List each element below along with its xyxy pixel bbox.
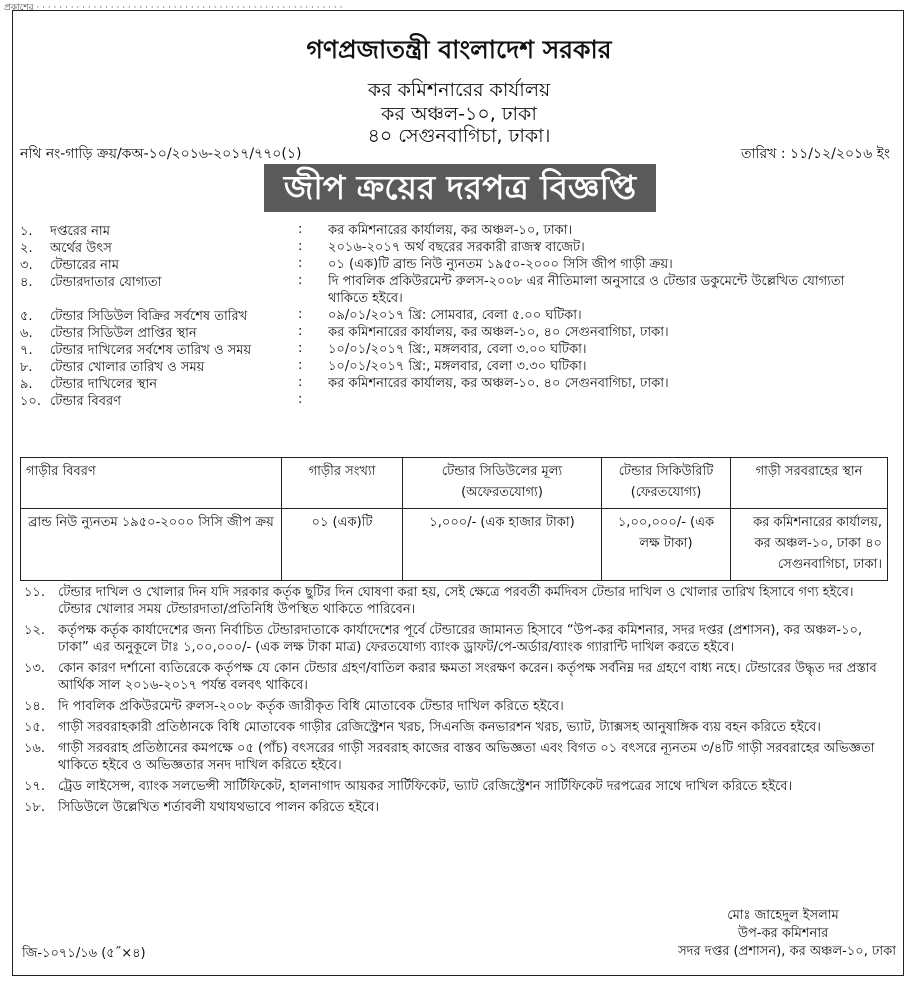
terms-list — [20, 584, 888, 820]
item-value: ১০/০১/২০১৭ খ্রি:, মঙ্গলবার, বেলা ৩.০০ ঘটিকা। — [328, 342, 587, 357]
term-number: ১৪. — [24, 699, 46, 714]
item-colon: : — [298, 358, 303, 373]
item-colon: : — [298, 375, 303, 390]
item-value: ১০/০১/২০১৭ খ্রি:, মঙ্গলবার, বেলা ৩.৩০ ঘটিকা। — [328, 359, 587, 374]
office-name: কর কমিশনারের কার্যালয় — [367, 79, 551, 101]
item-number: ৫. — [20, 309, 33, 324]
item-colon: : — [298, 273, 303, 288]
table-cell: ১,০০,০০০/- (এক লক্ষ টাকা) — [602, 509, 731, 581]
item-key: টেন্ডার দাখিলের সর্বশেষ তারিখ ও সময় — [50, 343, 252, 358]
item-key: টেন্ডার বিবরণ — [50, 394, 121, 409]
notice-date: তারিখ : ১১/১২/২০১৬ ইং — [740, 146, 890, 162]
item-value: ০১ (এক)টি ব্রান্ড নিউ ন্যুনতম ১৯৫০-২০০০ সিসি জীপ গাড়ী ক্রয়। — [328, 257, 673, 272]
term-text: দি পাবলিক প্রকিউরমেন্ট রুলস-২০০৮ কর্তৃক জারীকৃত বিধি মোতাবেক টেন্ডার দাখিল করিতে হইবে। — [58, 699, 564, 714]
item-colon: : — [298, 307, 303, 322]
item-number: ৪. — [20, 275, 33, 290]
item-colon: : — [298, 324, 303, 339]
table-header-cell: গাড়ীর সংখ্যা — [282, 458, 403, 509]
tender-item — [20, 358, 890, 375]
signatory-office: সদর দপ্তর (প্রশাসন), কর অঞ্চল-১০, ঢাকা — [678, 944, 896, 959]
table-header-cell: গাড়ী সরবরাহের স্থান — [731, 458, 888, 509]
table-cell: ব্রান্ড নিউ ন্যুনতম ১৯৫০-২০০০ সিসি জীপ ক্রয় — [21, 509, 282, 581]
tender-item — [20, 375, 890, 392]
signatory-title: উপ-কর কমিশনার — [737, 926, 829, 941]
term-text: ট্রেড লাইসেন্স, ব্যাংক সলভেন্সী সার্টিফিকেট, হালনাগাদ আয়কর সার্টিফিকেট, ভ্যাট রেজিস্ট্রেশন সার্টিফিকেট দরপত্রের সাথে দাখিল করিতে হইবে। — [58, 779, 793, 794]
term-item — [20, 660, 888, 694]
tender-item — [20, 324, 890, 341]
term-item — [20, 740, 888, 774]
term-number: ১২. — [24, 623, 46, 638]
term-number: ১৮. — [24, 800, 46, 815]
tender-item — [20, 256, 890, 273]
item-number: ৭. — [20, 343, 33, 358]
zone-name: কর অঞ্চল-১০, ঢাকা — [381, 103, 537, 125]
item-key: টেন্ডারের নাম — [50, 258, 119, 273]
item-colon: : — [298, 392, 303, 407]
item-number: ১০. — [20, 394, 42, 409]
item-key: টেন্ডার সিডিউল বিক্রির সর্বশেষ তারিখ — [50, 309, 248, 324]
item-value: ২০১৬-২০১৭ অর্থ বছরের সরকারী রাজস্ব বাজেট। — [328, 240, 585, 255]
tender-item — [20, 392, 890, 409]
item-colon: : — [298, 222, 303, 237]
tender-items — [20, 222, 890, 409]
term-item — [20, 799, 888, 816]
term-number: ১৫. — [24, 720, 46, 735]
term-number: ১৬. — [24, 741, 46, 756]
footer-code: জি-১০৭১/১৬ (৫˝×৪) — [22, 946, 146, 961]
table-header-cell: টেন্ডার সিকিউরিটি (ফেরতযোগ্য) — [602, 458, 731, 509]
table-header-cell: গাড়ীর বিবরণ — [21, 458, 282, 509]
table-header-row — [21, 458, 888, 509]
tender-item — [20, 239, 890, 256]
term-number: ১৭. — [24, 779, 46, 794]
term-number: ১৩. — [24, 661, 46, 676]
item-key: টেন্ডার দাখিলের স্থান — [50, 377, 157, 392]
reference-number: নথি নং-গাড়ি ক্রয়/কঅ-১০/২০১৬-২০১৭/৭৭০(১) — [20, 146, 302, 162]
table-row — [21, 509, 888, 581]
office-address: ৪০ সেগুনবাগিচা, ঢাকা। — [367, 125, 551, 147]
item-key: টেন্ডার খোলার তারিখ ও সময় — [50, 360, 205, 375]
item-key: অর্থের উৎস — [50, 241, 112, 256]
tender-item — [20, 341, 890, 358]
government-title: গণপ্রজাতন্ত্রী বাংলাদেশ সরকার — [306, 35, 612, 64]
item-number: ৯. — [20, 377, 33, 392]
term-text: কর্তৃপক্ষ কর্তৃক কার্যাদেশের জন্য নির্বাচিত টেন্ডারদাতাকে কার্যাদেশের পূর্বে টেন্ডারের জামানত হিসাবে “উপ-কর কমিশনার, সদর দপ্তর (প্রশাসন), কর অঞ্চল-১০, ঢাকা” এর অনুকূলে টাঃ ১,০০,০০০/- (এক লক্ষ টাকা মাত্র) ফেরতযোগ্য ব্যাংক ড্রাফট/পে-অর্ডার/ব্যাংক গ্যারান্টি দাখিল করতে হইবে। — [58, 623, 863, 655]
vehicle-table — [20, 457, 888, 581]
top-clipped-strip: প্রকাশের · · · · · · · · · · · · · · · · · · · · · · · · · · · · · · · · · · · · · · · · · · · · · · · · · · · · · · — [4, 3, 343, 10]
term-text: সিডিউলে উল্লেখিত শর্তাবলী যথাযথভাবে পালন করিতে হইবে। — [58, 800, 380, 815]
table-cell: ০১ (এক)টি — [282, 509, 403, 581]
item-number: ২. — [20, 241, 33, 256]
term-text: টেন্ডার দাখিল ও খোলার দিন যদি সরকার কর্তৃক ছুটির দিন ঘোষণা করা হয়, সেই ক্ষেত্রে পরবর্তী কর্মদিবস টেন্ডার দাখিল ও খোলার তারিখ হিসাবে গণ্য হইবে। টেন্ডার খোলার সময় টেন্ডারদাতা/প্রতিনিধি উপস্থিত থাকিতে পারিবেন। — [58, 585, 854, 617]
item-number: ৬. — [20, 326, 33, 341]
item-value: কর কমিশনারের কার্যালয়, কর অঞ্চল-১০, ঢাকা। — [328, 223, 573, 238]
term-item — [20, 698, 888, 715]
notice-banner: জীপ ক্রয়ের দরপত্র বিজ্ঞপ্তি — [264, 164, 656, 212]
term-item — [20, 622, 888, 656]
item-key: টেন্ডার সিডিউল প্রাপ্তির স্থান — [50, 326, 197, 341]
item-number: ৩. — [20, 258, 33, 273]
table-cell: ১,০০০/- (এক হাজার টাকা) — [403, 509, 602, 581]
term-item — [20, 778, 888, 795]
item-key: দপ্তরের নাম — [50, 224, 110, 239]
signature-block — [678, 907, 896, 961]
term-number: ১১. — [24, 585, 46, 600]
term-text: কোন কারণ দর্শানো ব্যতিরেকে কর্তৃপক্ষ যে কোন টেন্ডার গ্রহণ/বাতিল করার ক্ষমতা সংরক্ষণ করেন। কর্তৃপক্ষ সর্বনিম্ন দর গ্রহণে বাধ্য নহে। টেন্ডারের উদ্ধৃত দর প্রস্তাব আর্থিক সাল ২০১৬-২০১৭ পর্যন্ত বলবৎ থাকিবে। — [58, 661, 877, 693]
item-number: ১. — [20, 224, 33, 239]
table-cell: কর কমিশনারের কার্যালয়, কর অঞ্চল-১০, ঢাকা ৪০ সেগুনবাগিচা, ঢাকা। — [731, 509, 888, 581]
table-header-cell: টেন্ডার সিডিউলের মূল্য (অফেরতযোগ্য) — [403, 458, 602, 509]
tender-item — [20, 273, 890, 307]
term-item — [20, 719, 888, 736]
item-value: কর কমিশনারের কার্যালয়, কর অঞ্চল-১০, ৪০ সেগুনবাগিচা, ঢাকা। — [328, 325, 669, 340]
item-key: টেন্ডারদাতার যোগ্যতা — [50, 275, 162, 290]
signatory-name: মোঃ জাহেদুল ইসলাম — [727, 908, 839, 923]
item-value: দি পাবলিক প্রকিউরমেন্ট রুলস-২০০৮ এর নীতিমালা অনুসারে ও টেন্ডার ডকুমেন্টে উল্লেখিত যোগ্যতা থাকিতে হইবে। — [328, 274, 845, 306]
item-value: ০৯/০১/২০১৭ খ্রি: সোমবার, বেলা ৫.০০ ঘটিকা। — [328, 308, 582, 323]
term-text: গাড়ী সরবরাহ প্রতিষ্ঠানের কমপক্ষে ০৫ (পাঁচ) বৎসরের গাড়ী সরবরাহ কাজের বাস্তব অভিজ্ঞতা এবং বিগত ০১ বৎসরে ন্যূনতম ৩/৪টি গাড়ী সরবরাহের অভিজ্ঞতা থাকিতে হইবে ও অভিজ্ঞতার সনদ দাখিল করিতে হইবে। — [58, 741, 875, 773]
item-value: কর কমিশনারের কার্যালয়, কর অঞ্চল-১০. ৪০ সেগুনবাগিচা, ঢাকা। — [328, 376, 669, 391]
term-item — [20, 584, 888, 618]
term-text: গাড়ী সরবরাহকারী প্রতিষ্ঠানকে বিধি মোতাবেক গাড়ীর রেজিস্ট্রেশন খরচ, সিএনজি কনভারশন খরচ, ভ্যাট, ট্যাক্সসহ আনুষাঙ্গিক ব্যয় বহন করিতে হইবে। — [58, 720, 821, 735]
item-colon: : — [298, 239, 303, 254]
item-colon: : — [298, 341, 303, 356]
tender-item — [20, 222, 890, 239]
item-colon: : — [298, 256, 303, 271]
item-number: ৮. — [20, 360, 33, 375]
tender-item — [20, 307, 890, 324]
